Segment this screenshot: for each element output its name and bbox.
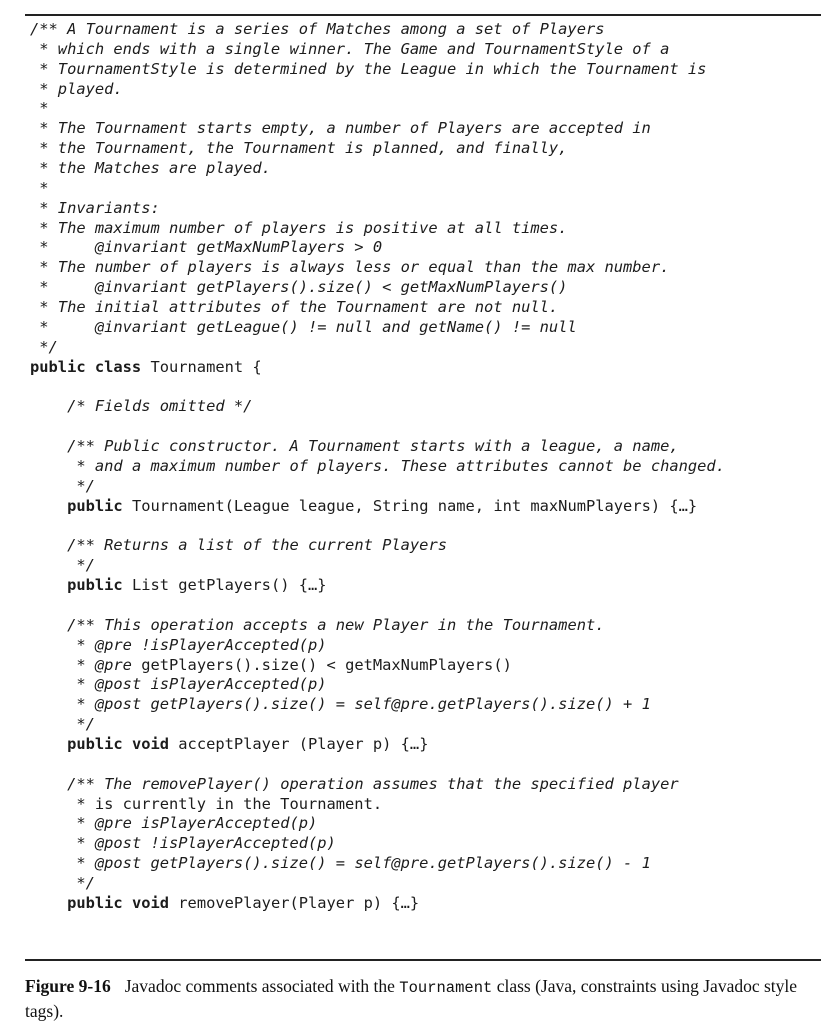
figure-label: Figure 9-16 — [25, 976, 111, 996]
code-comment: * @pre !isPlayerAccepted(p) — [76, 635, 327, 654]
code-line — [30, 477, 830, 497]
code-text: Tournament { — [141, 357, 262, 376]
code-comment: */ — [30, 337, 58, 356]
code-line — [30, 814, 830, 834]
code-comment: /** A Tournament is a series of Matches among a set of Players — [30, 20, 605, 38]
code-line — [30, 318, 830, 338]
code-text — [30, 457, 76, 475]
code-comment: * @post !isPlayerAccepted(p) — [76, 834, 336, 853]
code-comment: /** Public constructor. A Tournament starts with a league, a name, — [67, 437, 679, 456]
code-line — [30, 397, 830, 417]
code-line — [30, 179, 830, 199]
code-text: getPlayers().size() < getMaxNumPlayers() — [141, 655, 512, 674]
code-line — [30, 80, 830, 100]
code-comment: */ — [76, 873, 95, 892]
code-text — [30, 854, 76, 872]
code-line — [30, 516, 830, 536]
code-comment: * @invariant getLeague() != null and getName() != null — [30, 317, 577, 336]
code-line — [30, 20, 830, 40]
code-comment: * @invariant getMaxNumPlayers > 0 — [30, 238, 383, 257]
code-comment: * @post getPlayers().size() = self@pre.getPlayers().size() - 1 — [76, 854, 651, 873]
code-line — [30, 616, 830, 636]
top-rule — [25, 14, 821, 16]
code-comment: * The initial attributes of the Tournament are not null. — [30, 298, 559, 317]
code-line — [30, 715, 830, 735]
code-comment: * @pre isPlayerAccepted(p) — [76, 814, 318, 833]
code-line — [30, 119, 830, 139]
code-line — [30, 457, 830, 477]
code-keyword: public void — [67, 893, 170, 912]
code-line — [30, 139, 830, 159]
code-line — [30, 735, 830, 755]
code-line — [30, 199, 830, 219]
code-comment: * @post isPlayerAccepted(p) — [76, 675, 327, 694]
code-line — [30, 258, 830, 278]
caption-text-before: Javadoc comments associated with the — [124, 976, 400, 996]
code-comment: */ — [76, 476, 95, 495]
code-line — [30, 238, 830, 258]
figure-caption — [25, 975, 825, 1023]
code-line — [30, 159, 830, 179]
code-text — [30, 675, 76, 693]
code-text: * is currently in the Tournament. — [30, 794, 383, 813]
code-line — [30, 576, 830, 596]
code-line — [30, 596, 830, 616]
code-comment: /* Fields omitted */ — [67, 397, 253, 416]
code-comment: * the Tournament, the Tournament is planned, and finally, — [30, 139, 568, 158]
code-comment: * which ends with a single winner. The Game and TournamentStyle of a — [30, 39, 670, 58]
code-line — [30, 417, 830, 437]
code-line — [30, 636, 830, 656]
code-text: List getPlayers() {…} — [122, 576, 327, 595]
code-text: removePlayer(Player p) {…} — [169, 893, 420, 912]
code-line — [30, 99, 830, 119]
code-line — [30, 656, 830, 676]
code-text — [30, 477, 76, 495]
code-comment: * The number of players is always less or equal than the max number. — [30, 258, 670, 277]
caption-class-name: Tournament — [399, 979, 493, 997]
code-comment: * The Tournament starts empty, a number of Players are accepted in — [30, 119, 651, 138]
code-text — [30, 894, 67, 912]
code-text — [30, 656, 76, 674]
code-line — [30, 775, 830, 795]
code-line — [30, 695, 830, 715]
code-comment: * — [30, 178, 49, 197]
code-line — [30, 497, 830, 517]
code-keyword: public class — [30, 357, 142, 376]
code-text — [30, 636, 76, 654]
code-comment: * and a maximum number of players. These attributes cannot be changed. — [76, 456, 725, 475]
code-line — [30, 874, 830, 894]
bottom-rule — [25, 959, 821, 961]
code-text — [30, 874, 76, 892]
code-comment: /** This operation accepts a new Player in the Tournament. — [67, 615, 605, 634]
code-text — [30, 437, 67, 455]
code-comment: */ — [76, 556, 95, 575]
code-text — [30, 735, 67, 753]
code-comment: * @pre — [76, 655, 142, 674]
code-line — [30, 795, 830, 815]
caption-text-after: class (Java, constraints using Javadoc style tags). — [25, 976, 798, 1021]
code-listing — [30, 20, 830, 914]
code-text — [30, 497, 67, 515]
code-text — [30, 715, 76, 733]
code-text — [30, 397, 67, 415]
code-text — [30, 556, 76, 574]
code-text — [30, 576, 67, 594]
code-comment: * — [30, 99, 49, 118]
code-text — [30, 834, 76, 852]
code-keyword: public — [67, 496, 123, 515]
code-comment: * played. — [30, 79, 123, 98]
code-line — [30, 278, 830, 298]
code-comment: /** Returns a list of the current Players — [67, 536, 447, 555]
code-line — [30, 40, 830, 60]
code-line — [30, 675, 830, 695]
code-text — [30, 616, 67, 634]
code-comment: * TournamentStyle is determined by the League in which the Tournament is — [30, 59, 707, 78]
code-comment: * @post getPlayers().size() = self@pre.getPlayers().size() + 1 — [76, 695, 651, 714]
code-text: acceptPlayer (Player p) {…} — [169, 734, 429, 753]
code-line — [30, 60, 830, 80]
code-keyword: public void — [67, 734, 170, 753]
code-line — [30, 298, 830, 318]
code-comment: * The maximum number of players is positive at all times. — [30, 218, 568, 237]
code-line — [30, 536, 830, 556]
code-line — [30, 854, 830, 874]
code-text — [30, 695, 76, 713]
code-comment: */ — [76, 715, 95, 734]
code-line — [30, 219, 830, 239]
code-line — [30, 755, 830, 775]
code-text: Tournament(League league, String name, int maxNumPlayers) {…} — [122, 496, 698, 515]
code-comment: * @invariant getPlayers().size() < getMaxNumPlayers() — [30, 278, 568, 297]
code-line — [30, 556, 830, 576]
code-text — [30, 775, 67, 793]
code-keyword: public — [67, 576, 123, 595]
code-comment: /** The removePlayer() operation assumes that the specified player — [67, 774, 679, 793]
code-line — [30, 834, 830, 854]
code-line — [30, 377, 830, 397]
code-line — [30, 894, 830, 914]
code-text — [30, 536, 67, 554]
code-line — [30, 358, 830, 378]
code-line — [30, 437, 830, 457]
code-comment: * the Matches are played. — [30, 159, 271, 178]
code-comment: * Invariants: — [30, 198, 160, 217]
code-line — [30, 338, 830, 358]
code-text — [30, 814, 76, 832]
